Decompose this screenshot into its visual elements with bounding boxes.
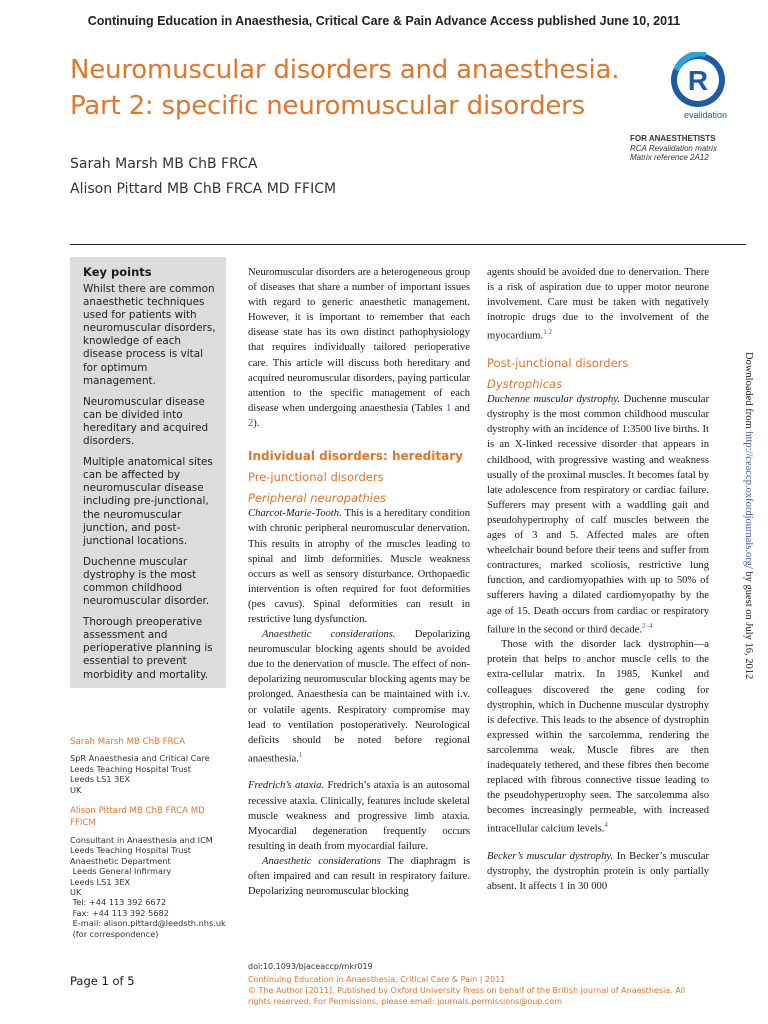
- key-point: Whilst there are common anaesthetic techniques used for patients with neuromuscular disorders, knowledge of each disease process is vital for optimum management.: [83, 283, 216, 387]
- body-column-2: [248, 265, 470, 899]
- article-title: [70, 52, 630, 124]
- page-number: Page 1 of 5: [70, 974, 135, 988]
- affiliation-line: Consultant in Anaesthesia and ICM: [70, 835, 213, 845]
- reval-line2: RCA Revalidation matrix: [630, 143, 717, 153]
- affiliation-line: UK: [70, 887, 82, 898]
- logo-letter: R: [687, 65, 709, 96]
- author-1: Sarah Marsh MB ChB FRCA: [70, 156, 258, 172]
- affiliation-line: UK: [70, 784, 82, 795]
- heading-individual-disorders: Individual disorders: hereditary: [248, 449, 463, 464]
- logo-word: evalidation: [684, 110, 728, 120]
- cmt-paragraph: Charcot-Marie-Tooth. This is a hereditary condition with chronic peripheral neuromuscular denervation. This results in atrophy of the muscles leading to spinal and limb deformities. Muscle weakness occurs as well as sensory disturbance. Orthopaedic intervention is often required for foot deformities (pes cavus). Spinal deformities can result in restrictive lung dysfunction.: [248, 508, 470, 625]
- footer-journal-info: [248, 974, 708, 1007]
- affiliation-line: Leeds Teaching Hospital Trust: [70, 763, 192, 774]
- heading-peripheral-neuropathies: Peripheral neuropathies: [248, 491, 387, 506]
- download-prefix: Downloaded from: [743, 352, 754, 432]
- reval-line3: Matrix reference 2A12: [630, 153, 709, 162]
- anaesthetic-considerations-2: Anaesthetic considerations The diaphragm is often impaired and can result in respiratory failure. Depolarizing neuromuscular blocking: [248, 855, 471, 898]
- affiliation-line: (for correspondence): [70, 928, 159, 939]
- affiliation-line: Leeds General Infirmary: [70, 866, 172, 877]
- heading-dystrophicas: Dystrophicas: [487, 377, 563, 392]
- ref-link[interactable]: 1 2: [543, 328, 552, 337]
- footer-copyright: © The Author [2011]. Published by Oxford University Press on behalf of the British Journal of Anaesthesia. All rights reserved. For Permissions, please email: journals.permissions@oup.com: [248, 986, 686, 1006]
- body-column-3: [487, 265, 709, 894]
- affiliation-line: Leeds Teaching Hospital Trust: [70, 845, 192, 856]
- key-point: Duchenne muscular dystrophy is the most common childhood neuromuscular disorder.: [83, 555, 210, 608]
- title-line-2: Part 2: specific neuromuscular disorders: [70, 91, 586, 121]
- header-divider: [70, 244, 746, 245]
- affiliation-name: Alison Pittard MB ChB FRCA MD FFICM: [70, 806, 205, 828]
- download-link[interactable]: http://ceaccp.oxfordjournals.org/: [743, 431, 754, 569]
- affiliation-line: Anaesthetic Department: [70, 855, 171, 866]
- key-point: Multiple anatomical sites can be affected by neuromuscular disease including pre-junctional, the neuromuscular junction, and post-junctional locations.: [83, 456, 213, 547]
- dystrophin-paragraph: Those with the disorder lack dystrophin—a protein that helps to anchor muscle cells to the extra-cellular matrix. In 1985, Kunkel and colleagues discovered the gene coding for dystrophin, which in Duchenne muscular dystrophy is defective. This leads to the absence of dystrophin expressed within the sarcolemma, rendering the sarcolemma weak. Muscle fibres are then inadequately tethered, and these fibres then become replaced with fibrous connective tissue leading to the pseudohypertrophy seen. The sarcolemma also becomes increasingly permeable, with increased intracellular calcium levels.$^4$: [487, 639, 709, 835]
- download-suffix: by guest on July 16, 2012: [743, 568, 754, 680]
- affiliation-line: Leeds LS1 3EX: [70, 876, 131, 887]
- journal-banner: Continuing Education in Anaesthesia, Critical Care & Pain Advance Access published June 10, 2011: [87, 14, 681, 28]
- anaesthetic-considerations-1: Anaesthetic considerations. Depolarizing neuromuscular blocking agents should be avoided due to the denervation of muscle. The effect of non-depolarizing neuromuscular blocking agents may be prolonged. Anaesthesia can be maintained with i.v. or volatile agents. Respiratory compromise may lead to ventilation postoperatively. Neurological deficits should be noted before regional anaesthesia.$^1$: [248, 629, 470, 765]
- download-notice: [706, 352, 766, 692]
- table-1-link[interactable]: 1: [445, 402, 452, 414]
- fa-paragraph: Fredrich’s ataxia. Fredrich’s ataxia is an autosomal recessive ataxia. Clinically, features include skeletal muscle weakness and progressive limb ataxia. Myocardial degeneration frequently occurs resulting in death from myocardial failure.: [248, 780, 470, 852]
- affiliation-line: Leeds LS1 3EX: [70, 774, 131, 785]
- svg-text:Downloaded from http://ceaccp.: [743, 352, 754, 679]
- ref-link[interactable]: 2–4: [642, 621, 653, 630]
- title-line-1: Neuromuscular disorders and anaesthesia.: [70, 55, 620, 85]
- continuation-paragraph: agents should be avoided due to denervation. There is a risk of aspiration due to upper motor neurone involvement. Care must be taken with negatively inotropic drugs due to the involvement of the myocardium.$^{1 2}$: [487, 267, 709, 342]
- footer-journal: Continuing Education in Anaesthesia, Critical Care & Pain | 2011: [248, 975, 506, 984]
- affiliation-author-1: [70, 737, 230, 795]
- key-point: Neuromuscular disease can be divided into hereditary and acquired disorders.: [83, 395, 209, 448]
- affiliation-line: Tel: +44 113 392 6672: [70, 897, 167, 908]
- dmd-paragraph: Duchenne muscular dystrophy. Duchenne muscular dystrophy is the most common childhood muscular dystrophy with an incidence of 1:3500 live births. It is an X-linked recessive disorder that appears in childhood, with progressive wasting and weakness usually of the proximal muscles. It becomes fatal by late adolescence from respiratory or cardiac failure. Sufferers may present with a waddling gait and pseudohypertrophy of calf muscles between the ages of 3 and 5. Affected males are often wheelchair bound before their teens and suffer from contractures, marked scoliosis, restrictive lung function, and cardiomyopathies with up to 50% of sufferers having a dilated cardiomyopathy by the age of 15. Death occurs from cardiac or respiratory failure in the second or third decade.$^{2-4}$: [487, 394, 710, 636]
- reval-line1: FOR ANAESTHETISTS: [630, 134, 716, 143]
- key-points-box: [70, 257, 226, 688]
- author-2: Alison Pittard MB ChB FRCA MD FFICM: [70, 181, 337, 197]
- affiliation-line: SpR Anaesthesia and Critical Care: [70, 753, 210, 764]
- key-point: Thorough preoperative assessment and perioperative planning is essential to prevent morbidity and mortality.: [83, 616, 213, 681]
- revalidation-text: [630, 118, 748, 163]
- heading-post-junctional: Post-junctional disorders: [487, 356, 629, 370]
- affiliation-line: Fax: +44 113 392 5682: [70, 907, 169, 918]
- affiliation-line: E-mail: alison.pittard@leedsth.nhs.uk: [70, 918, 226, 929]
- bmd-paragraph: Becker’s muscular dystrophy. In Becker’s muscular dystrophy, the dystrophin protein is only partially absent. It affects 1 in 30 000: [487, 850, 710, 893]
- intro-paragraph: Neuromuscular disorders are a heterogeneous group of diseases that share a number of important issues with regard to generic anaesthetic management. However, it is important to remember that each disease state has its own distinct pathophysiology that requires individually tailored perioperative care. This article will discuss both hereditary and acquired neuromuscular disorders, paying particular attention to the specific management of each disease when undergoing anaesthesia (Tables 1 and 2).: [248, 267, 470, 429]
- ref-link[interactable]: 4: [604, 821, 608, 830]
- doi: doi:10.1093/bjaceaccp/mkr019: [248, 962, 373, 971]
- ref-link[interactable]: 1: [298, 750, 303, 759]
- heading-pre-junctional: Pre-junctional disorders: [248, 470, 384, 485]
- affiliation-name: Sarah Marsh MB ChB FRCA: [70, 737, 186, 747]
- key-points-heading: Key points: [83, 265, 152, 279]
- table-2-link[interactable]: 2: [248, 417, 254, 429]
- affiliation-author-2: [70, 805, 228, 939]
